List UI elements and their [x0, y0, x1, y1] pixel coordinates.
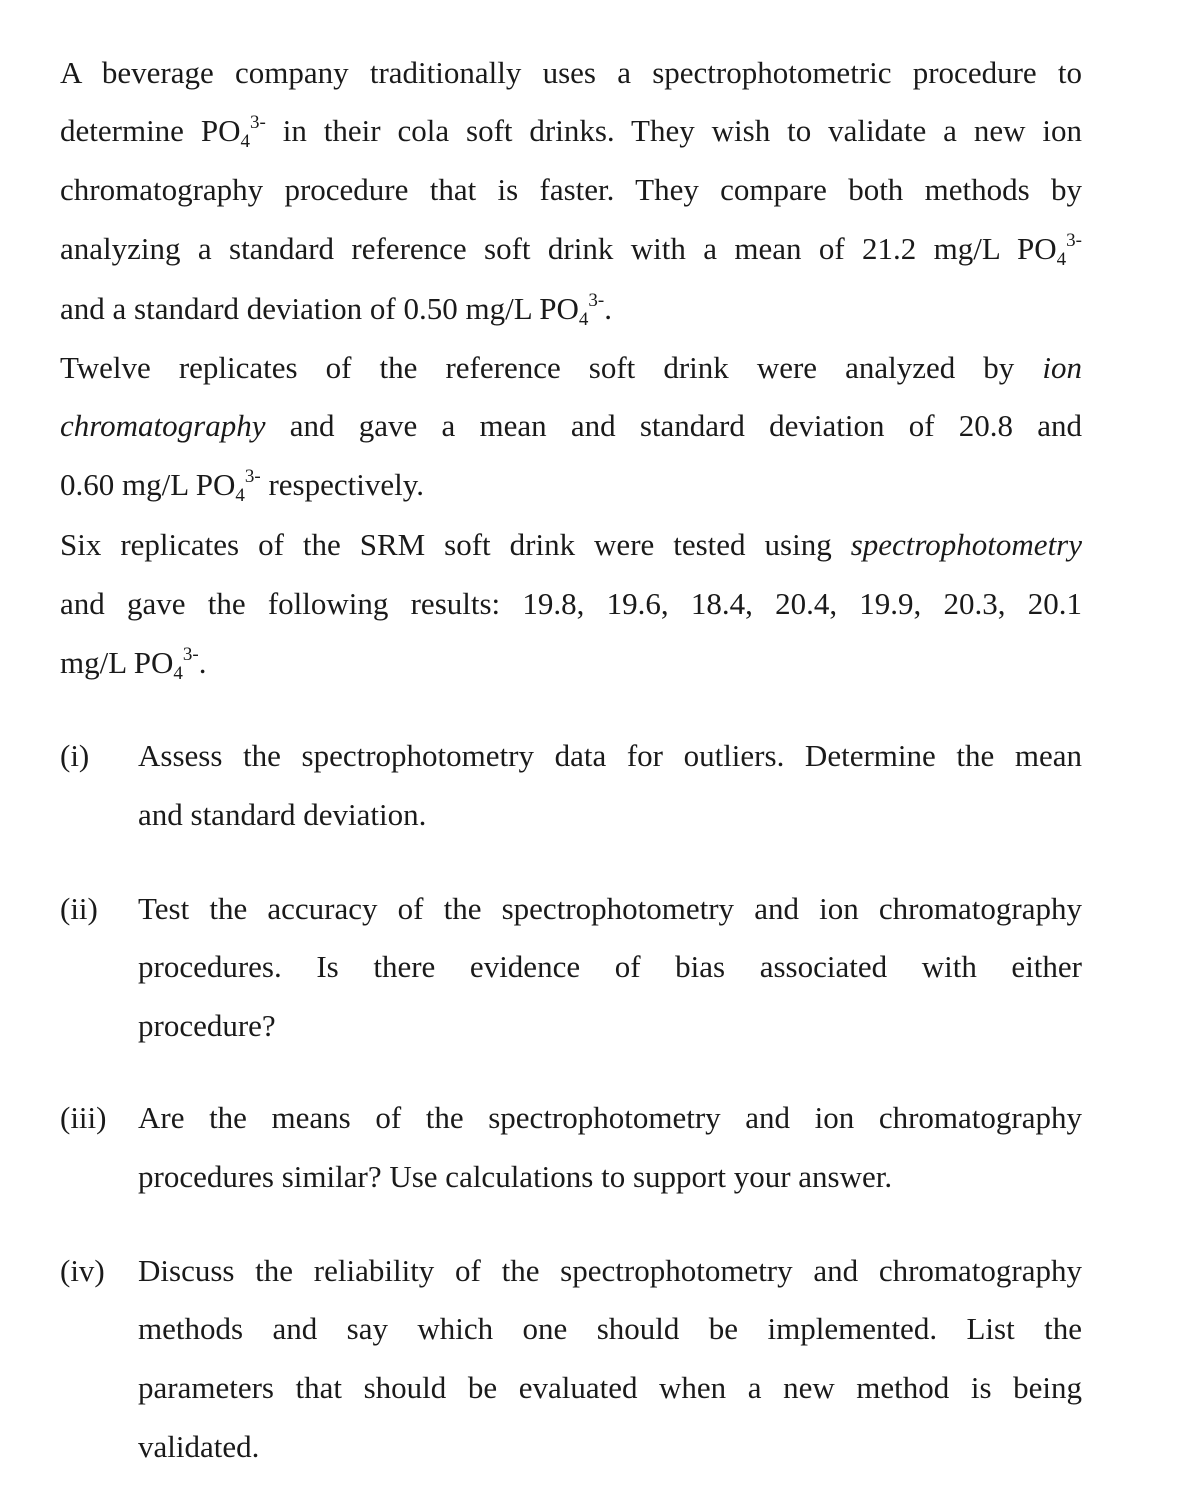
ion-text-1: Twelve replicates of the reference soft drink were analyzed by ion	[60, 350, 1082, 385]
intro-text-5: and a standard deviation of 0.50 mg/L $PO_4^{3-}$.	[60, 290, 612, 330]
spec-line-2	[60, 586, 1082, 622]
question-4-line-1: Discuss the reliability of the spectrophotometry and chromatography	[138, 1253, 1082, 1288]
question-4-line-2: methods and say which one should be implemented. List the	[138, 1311, 1082, 1346]
intro-line-4	[60, 230, 1082, 270]
question-1-line-2: and standard deviation.	[138, 797, 427, 832]
question-3-line-1: Are the means of the spectrophotometry and ion chromatography	[138, 1100, 1082, 1135]
question-2-line-3: procedure?	[138, 1008, 276, 1043]
spec-line-3	[60, 644, 1082, 684]
spec-text-2: and gave the following results: 19.8, 19.6, 18.4, 20.4, 19.9, 20.3, 20.1	[60, 586, 1082, 621]
spec-text-1: Six replicates of the SRM soft drink were tested using spectrophotometry	[60, 527, 1083, 562]
ion-line-3	[60, 466, 1082, 506]
intro-text-3: chromatography procedure that is faster. They compare both methods by	[60, 172, 1082, 207]
question-1-label: (i)	[60, 738, 90, 773]
question-3-line-2: procedures similar? Use calculations to support your answer.	[138, 1159, 893, 1194]
question-4-label: (iv)	[60, 1253, 105, 1288]
intro-text-4: analyzing a standard reference soft drink with a mean of 21.2 mg/L $PO_4^{3-}$	[60, 230, 1082, 270]
ion-line-1	[60, 350, 1082, 386]
intro-text-2: determine $PO_4^{3-}$ in their cola soft drinks. They wish to validate a new ion	[60, 112, 1082, 152]
question-4-line-3: parameters that should be evaluated when a new method is being	[138, 1370, 1082, 1405]
spec-text-3: mg/L $PO_4^{3-}$.	[60, 644, 207, 684]
spec-line-1	[60, 527, 1082, 563]
intro-line-5	[60, 290, 1082, 330]
ion-text-3: 0.60 mg/L $PO_4^{3-}$ respectively.	[60, 466, 424, 506]
ion-line-2	[60, 408, 1082, 444]
question-2-line-2: procedures. Is there evidence of bias associated with either	[138, 949, 1082, 984]
intro-text-1: A beverage company traditionally uses a spectrophotometric procedure to	[60, 55, 1082, 90]
question-2-line-1: Test the accuracy of the spectrophotometry and ion chromatography	[138, 891, 1082, 926]
question-3-label: (iii)	[60, 1100, 107, 1135]
question-2-label: (ii)	[60, 891, 98, 926]
ion-text-2: chromatography and gave a mean and standard deviation of 20.8 and	[60, 408, 1082, 443]
intro-line-2	[60, 112, 1082, 152]
intro-line-3	[60, 172, 1082, 208]
question-4-line-4: validated.	[138, 1429, 260, 1464]
intro-line-1	[60, 55, 1082, 91]
question-1-line-1: Assess the spectrophotometry data for outliers. Determine the mean	[138, 738, 1082, 773]
